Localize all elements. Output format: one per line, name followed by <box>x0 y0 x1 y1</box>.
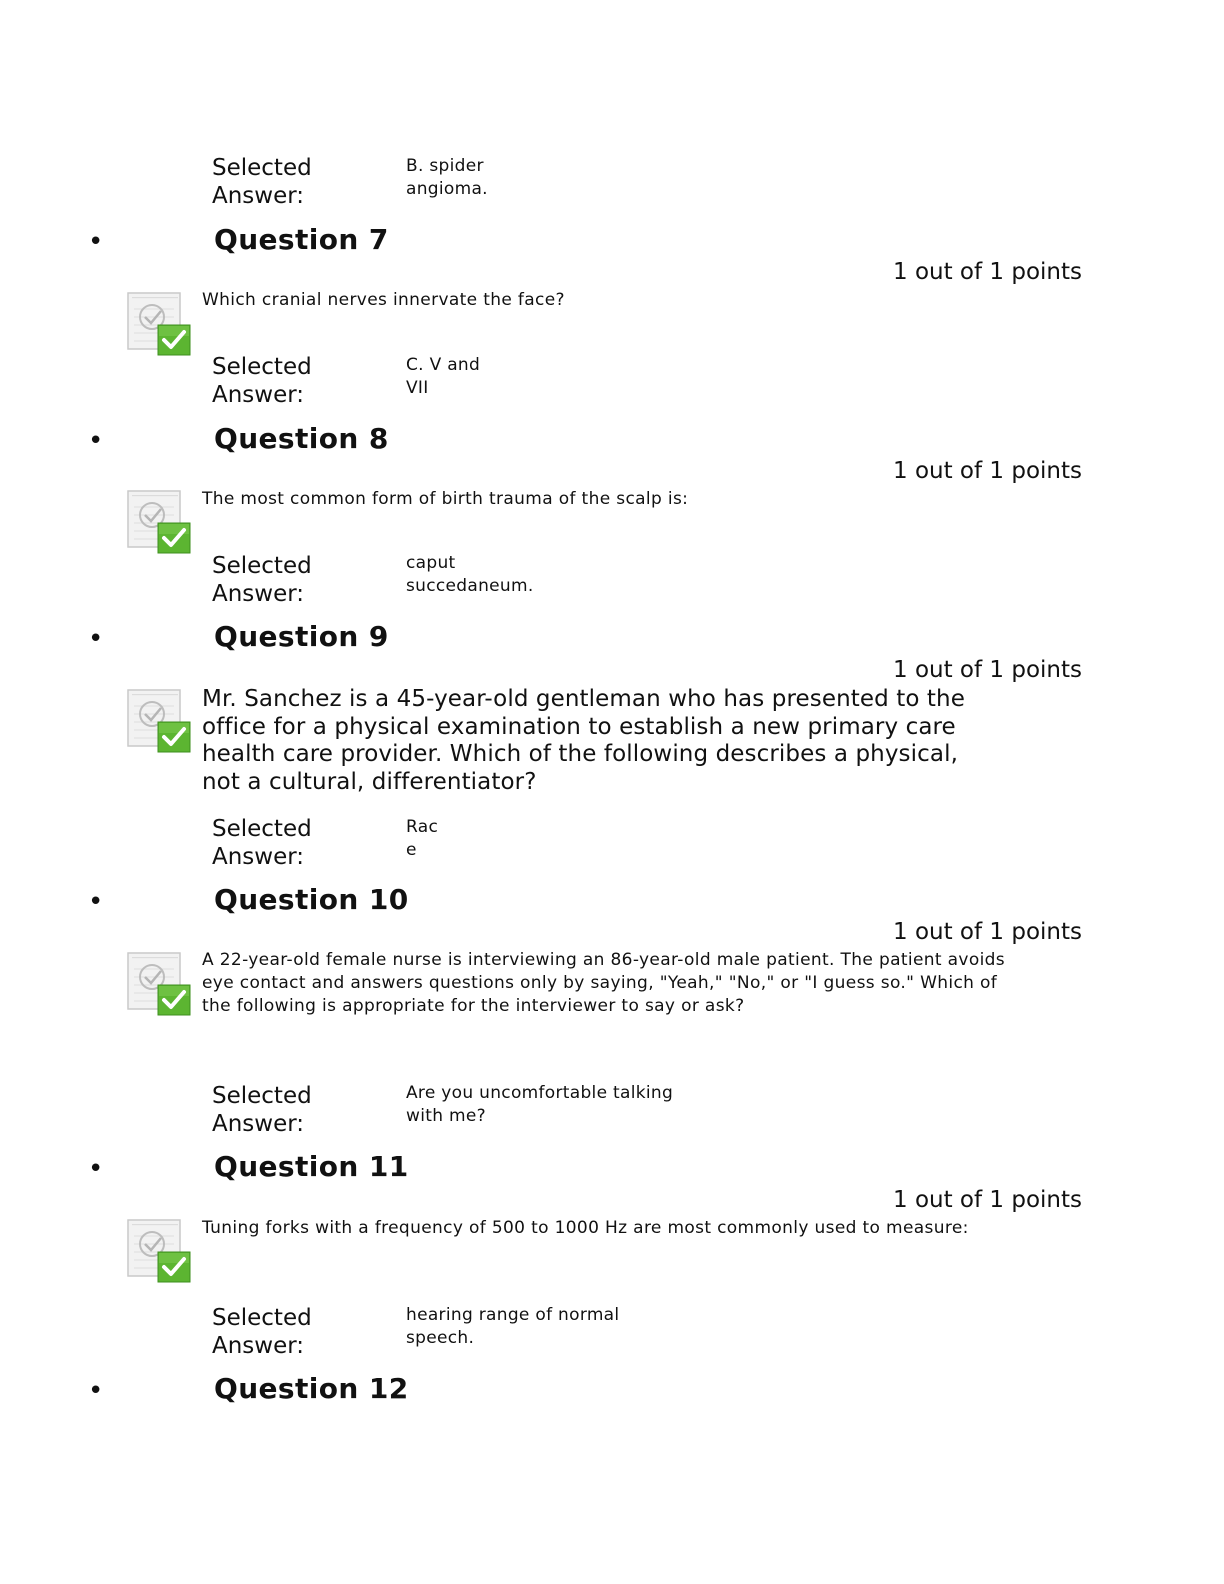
selected-answer-value: caput succedaneum. <box>406 553 534 596</box>
question-title: Question 12 <box>214 1372 409 1405</box>
question-points: 1 out of 1 points <box>893 1187 1082 1213</box>
question-text: Tuning forks with a frequency of 500 to 1000 Hz are most commonly used to measure: <box>202 1218 969 1238</box>
question-title: Question 10 <box>214 883 409 916</box>
selected-answer-value: Rac e <box>406 817 439 860</box>
question-points: 1 out of 1 points <box>893 458 1082 484</box>
selected-answer-value: Are you uncomfortable talking with me? <box>406 1083 674 1126</box>
correct-answer-check-icon <box>126 489 192 555</box>
selected-answer-label: Selected Answer: <box>212 553 312 607</box>
question-points: 1 out of 1 points <box>893 919 1082 945</box>
question-title: Question 9 <box>214 620 389 653</box>
question-points: 1 out of 1 points <box>893 657 1082 683</box>
list-bullet: • <box>88 887 104 917</box>
selected-answer-label: Selected Answer: <box>212 1305 312 1359</box>
list-bullet: • <box>88 1376 104 1406</box>
list-bullet: • <box>88 426 104 456</box>
selected-answer-value: C. V and VII <box>406 355 481 398</box>
selected-answer-label: Selected Answer: <box>212 816 312 870</box>
correct-answer-check-icon <box>126 291 192 357</box>
question-title: Question 8 <box>214 422 389 455</box>
correct-answer-check-icon <box>126 688 192 754</box>
question-text: The most common form of birth trauma of the scalp is: <box>202 489 689 509</box>
selected-answer-value: hearing range of normal speech. <box>406 1305 620 1348</box>
question-title: Question 11 <box>214 1150 409 1183</box>
selected-answer-label: Selected Answer: <box>212 354 312 408</box>
selected-answer-value: B. spider angioma. <box>406 156 488 199</box>
list-bullet: • <box>88 624 104 654</box>
question-title: Question 7 <box>214 223 389 256</box>
question-text: A 22-year-old female nurse is interviewing an 86-year-old male patient. The patient avoids eye contact and answers questions only by saying, "Yeah," "No," or "I guess so." Which of the following is appropriate for the interviewer to say or ask? <box>202 950 1006 1016</box>
question-text: Which cranial nerves innervate the face? <box>202 290 565 310</box>
question-points: 1 out of 1 points <box>893 259 1082 285</box>
correct-answer-check-icon <box>126 1218 192 1284</box>
selected-answer-label: Selected Answer: <box>212 155 312 209</box>
list-bullet: • <box>88 227 104 257</box>
list-bullet: • <box>88 1154 104 1184</box>
correct-answer-check-icon <box>126 951 192 1017</box>
selected-answer-label: Selected Answer: <box>212 1083 312 1137</box>
question-text: Mr. Sanchez is a 45-year-old gentleman who has presented to the office for a physical examination to establish a new primary care health care provider. Which of the following describes a physical, not a cultural, differentiator? <box>202 686 965 795</box>
